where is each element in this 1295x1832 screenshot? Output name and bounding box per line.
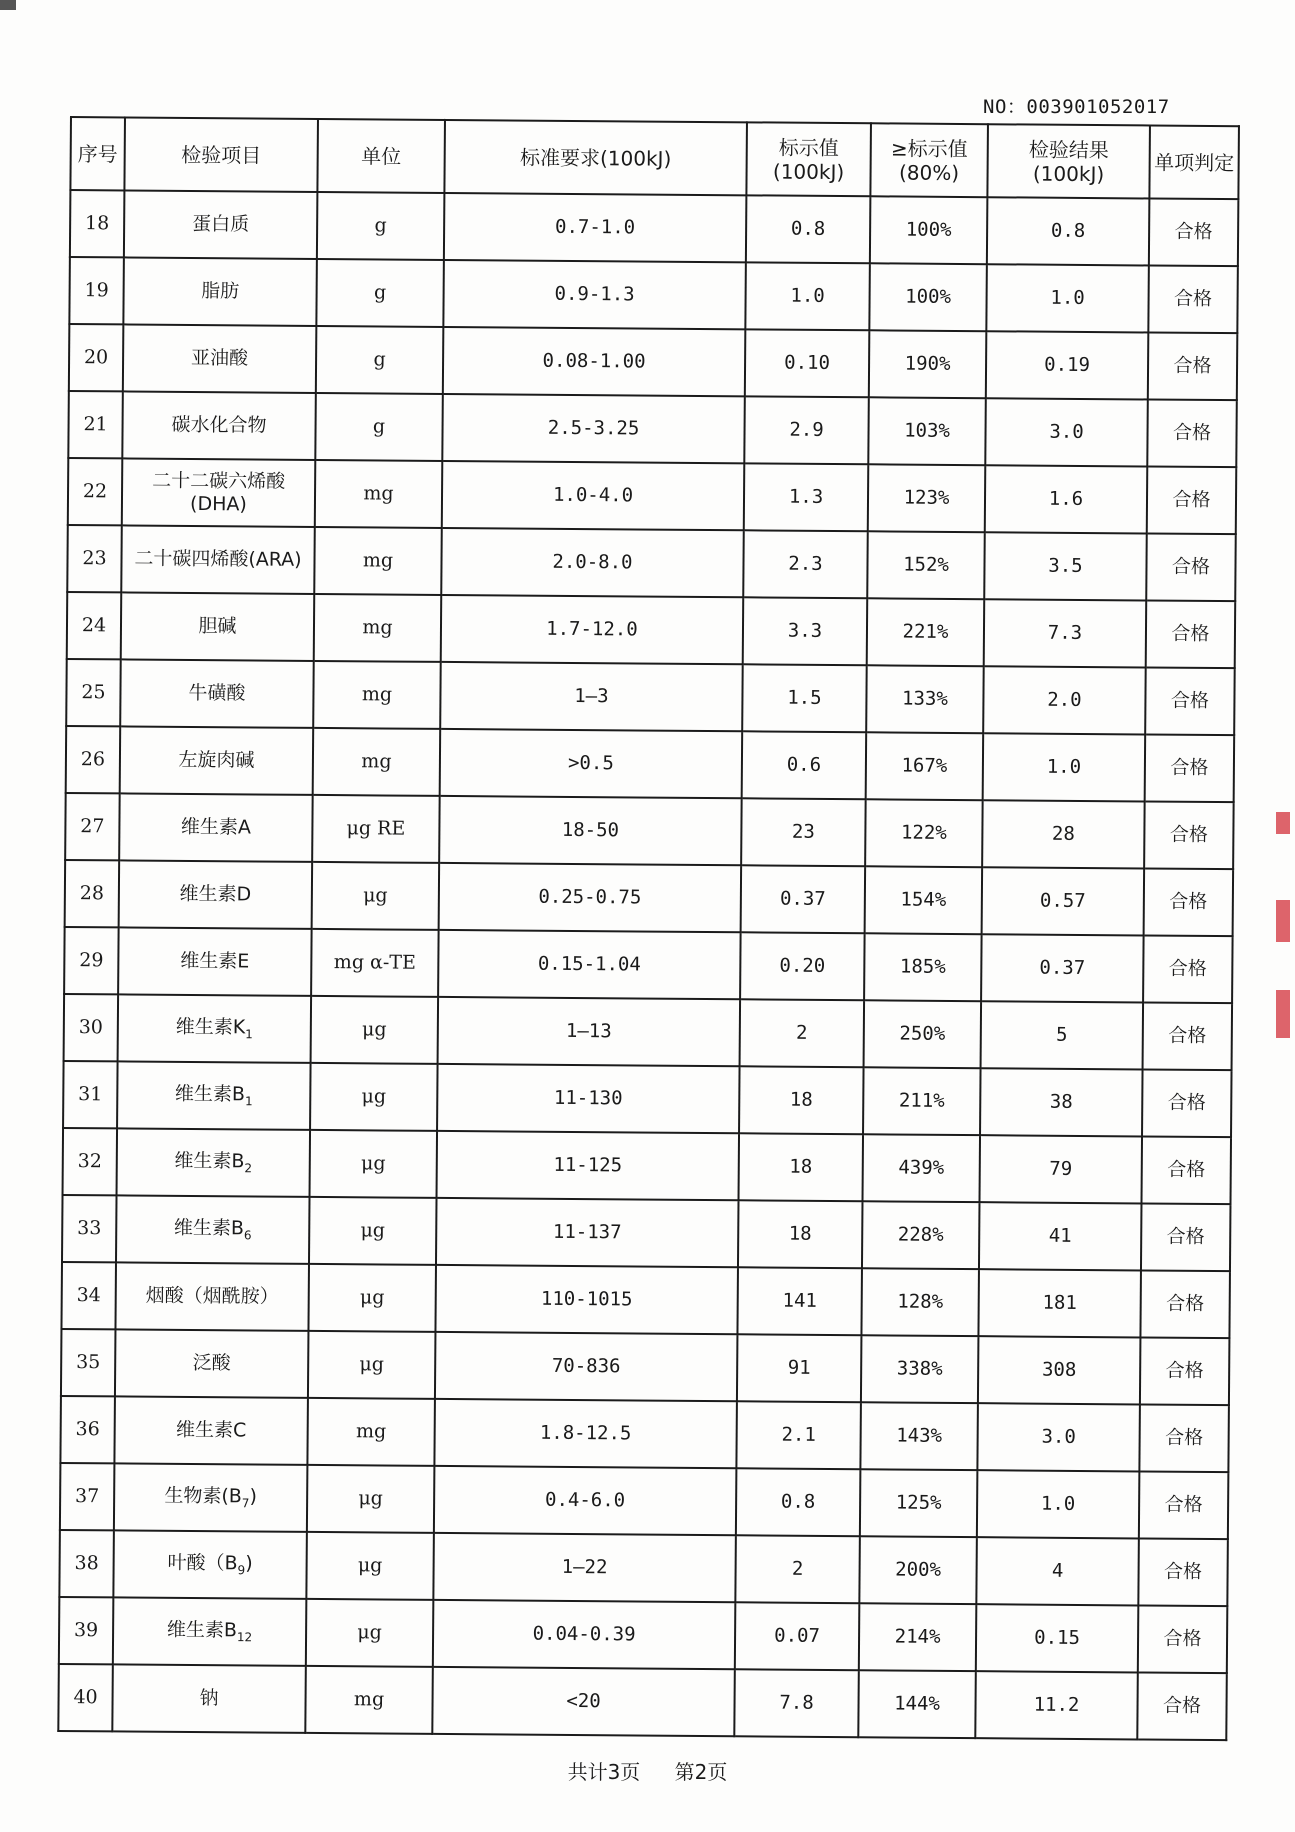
cell-label-value: 0.10 bbox=[745, 329, 870, 397]
cell-judgement: 合格 bbox=[1143, 1002, 1233, 1070]
cell-item bbox=[114, 1463, 308, 1532]
cell-label-value: 0.8 bbox=[736, 1468, 861, 1536]
cell-judgement: 合格 bbox=[1137, 1672, 1227, 1740]
cell-judgement: 合格 bbox=[1138, 1605, 1228, 1673]
cell-standard: 11-130 bbox=[437, 1064, 740, 1133]
cell-item bbox=[118, 927, 312, 996]
table-row bbox=[69, 257, 1237, 333]
table-row bbox=[67, 592, 1235, 668]
cell-judgement: 合格 bbox=[1147, 399, 1237, 467]
cell-percent: 167% bbox=[866, 732, 984, 800]
cell-label-value: 91 bbox=[737, 1334, 862, 1402]
cell-judgement: 合格 bbox=[1149, 198, 1239, 266]
cell-standard: 1—22 bbox=[433, 1533, 736, 1602]
cell-seq: 33 bbox=[62, 1195, 117, 1262]
cell-judgement: 合格 bbox=[1146, 533, 1236, 601]
cell-percent: 144% bbox=[858, 1670, 976, 1738]
cell-item bbox=[121, 592, 315, 661]
cell-item bbox=[119, 860, 313, 929]
cell-seq: 28 bbox=[65, 860, 120, 927]
cell-item-text: 碳水化合物 bbox=[171, 413, 267, 437]
header-result-line2: (100kJ) bbox=[1032, 161, 1105, 186]
cell-result: 1.0 bbox=[986, 264, 1149, 332]
cell-result: 38 bbox=[980, 1068, 1143, 1136]
cell-seq: 30 bbox=[64, 994, 119, 1061]
cell-seq: 31 bbox=[63, 1061, 118, 1128]
table-row bbox=[63, 1061, 1231, 1137]
cell-standard: >0.5 bbox=[440, 729, 743, 798]
cell-item bbox=[119, 793, 313, 862]
cell-item-subscript: 7 bbox=[241, 1496, 250, 1511]
cell-item-text: 牛磺酸 bbox=[188, 682, 246, 705]
cell-result: 28 bbox=[982, 800, 1145, 868]
cell-item bbox=[113, 1597, 307, 1666]
cell-seq: 36 bbox=[60, 1396, 115, 1463]
cell-standard: 0.25-0.75 bbox=[439, 863, 742, 932]
cell-item-text: 烟酸（烟酰胺） bbox=[145, 1284, 279, 1308]
cell-percent: 214% bbox=[859, 1603, 977, 1671]
header-unit: 单位 bbox=[317, 119, 445, 193]
cell-percent: 125% bbox=[860, 1469, 978, 1537]
cell-label-value: 141 bbox=[737, 1267, 862, 1335]
cell-unit: g bbox=[316, 259, 444, 327]
cell-item-text: 维生素B bbox=[174, 1082, 246, 1106]
cell-result: 5 bbox=[981, 1001, 1144, 1069]
header-percent-line2: (80%) bbox=[898, 160, 960, 185]
header-result-line1: 检验结果 bbox=[1028, 137, 1109, 162]
table-row bbox=[60, 1396, 1228, 1472]
cell-standard: 0.4-6.0 bbox=[434, 1466, 737, 1535]
cell-result: 4 bbox=[976, 1537, 1139, 1605]
table-row bbox=[59, 1530, 1227, 1606]
cell-item-subscript: 6 bbox=[243, 1228, 252, 1243]
header-judgement: 单项判定 bbox=[1149, 125, 1239, 199]
cell-percent: 133% bbox=[866, 665, 984, 733]
cell-label-value: 2 bbox=[740, 999, 865, 1067]
cell-judgement: 合格 bbox=[1145, 667, 1235, 735]
cell-percent: 123% bbox=[868, 464, 986, 532]
cell-unit: μg bbox=[306, 1599, 434, 1667]
cell-item bbox=[115, 1329, 309, 1398]
table-row bbox=[66, 726, 1234, 802]
cell-unit: μg bbox=[308, 1331, 436, 1399]
cell-item bbox=[116, 1195, 310, 1264]
cell-percent: 143% bbox=[860, 1402, 978, 1470]
cell-unit: mg bbox=[314, 594, 442, 662]
cell-result: 3.0 bbox=[985, 398, 1148, 466]
cell-item-text: 维生素K bbox=[175, 1015, 246, 1039]
cell-unit: μg bbox=[312, 862, 440, 930]
cell-unit: μg bbox=[310, 1130, 438, 1198]
cell-item bbox=[123, 257, 317, 326]
cell-label-value: 2.1 bbox=[736, 1401, 861, 1469]
cell-seq: 29 bbox=[64, 927, 119, 994]
cell-percent: 439% bbox=[863, 1134, 981, 1202]
cell-standard: 1.8-12.5 bbox=[434, 1399, 737, 1468]
cell-item bbox=[118, 994, 312, 1063]
footer-total-pages: 共计3页 bbox=[567, 1760, 641, 1784]
cell-judgement: 合格 bbox=[1148, 332, 1238, 400]
cell-item bbox=[120, 659, 314, 728]
cell-item-subscript: 2 bbox=[244, 1161, 253, 1176]
cell-standard: 0.7-1.0 bbox=[444, 193, 747, 262]
cell-label-value: 2.9 bbox=[744, 396, 869, 464]
cell-label-value: 18 bbox=[739, 1066, 864, 1134]
cell-item-text: 泛酸 bbox=[192, 1352, 231, 1375]
cell-unit: μg RE bbox=[312, 795, 440, 863]
cell-standard: <20 bbox=[432, 1667, 735, 1736]
header-label-value-line2: (100kJ) bbox=[772, 159, 845, 184]
cell-item-text: 维生素B bbox=[174, 1149, 245, 1173]
cell-label-value: 7.8 bbox=[734, 1669, 859, 1737]
cell-unit: μg bbox=[310, 1063, 438, 1131]
cell-label-value: 3.3 bbox=[743, 597, 868, 665]
cell-seq: 40 bbox=[58, 1664, 113, 1731]
cell-unit: mg α-TE bbox=[311, 929, 439, 997]
header-item: 检验项目 bbox=[124, 117, 318, 192]
cell-result: 1.0 bbox=[983, 733, 1146, 801]
cell-percent: 185% bbox=[864, 933, 982, 1001]
cell-item-tail: ) bbox=[249, 1485, 258, 1508]
header-result bbox=[987, 124, 1150, 198]
cell-unit: μg bbox=[307, 1465, 435, 1533]
cell-item bbox=[123, 324, 317, 393]
table-row bbox=[58, 1664, 1226, 1740]
header-percent-of-label bbox=[870, 123, 988, 197]
cell-item bbox=[122, 458, 316, 527]
scan-corner-mark bbox=[0, 0, 16, 10]
cell-item bbox=[117, 1061, 311, 1130]
cell-item-text: 左旋肉碱 bbox=[178, 748, 255, 772]
cell-percent: 338% bbox=[861, 1335, 979, 1403]
cell-judgement: 合格 bbox=[1139, 1471, 1229, 1539]
cell-unit: μg bbox=[306, 1532, 434, 1600]
cell-item-text: 生物素(B bbox=[164, 1484, 242, 1508]
cell-seq: 37 bbox=[60, 1463, 115, 1530]
cell-seq: 24 bbox=[67, 592, 122, 659]
cell-result: 11.2 bbox=[975, 1671, 1138, 1739]
cell-judgement: 合格 bbox=[1141, 1203, 1231, 1271]
cell-seq: 19 bbox=[69, 257, 124, 324]
cell-percent: 250% bbox=[864, 1000, 982, 1068]
cell-result: 0.8 bbox=[987, 197, 1150, 265]
table-row bbox=[61, 1329, 1229, 1405]
header-seq: 序号 bbox=[70, 117, 125, 190]
cell-result: 41 bbox=[979, 1202, 1142, 1270]
cell-label-value: 1.0 bbox=[745, 262, 870, 330]
table-row bbox=[70, 190, 1238, 266]
table-row bbox=[66, 659, 1234, 735]
cell-seq: 39 bbox=[59, 1597, 114, 1664]
cell-percent: 122% bbox=[865, 799, 983, 867]
cell-judgement: 合格 bbox=[1140, 1270, 1230, 1338]
cell-label-value: 18 bbox=[738, 1200, 863, 1268]
table-row bbox=[64, 927, 1232, 1003]
cell-item-text: 脂肪 bbox=[201, 280, 240, 303]
red-stamp-edge-mark bbox=[1276, 990, 1290, 1038]
cell-judgement: 合格 bbox=[1148, 265, 1238, 333]
cell-standard: 2.5-3.25 bbox=[442, 394, 745, 463]
table-header-row bbox=[70, 117, 1239, 199]
cell-label-value: 2 bbox=[735, 1535, 860, 1603]
cell-seq: 25 bbox=[66, 659, 121, 726]
cell-result: 0.15 bbox=[976, 1604, 1139, 1672]
cell-seq: 34 bbox=[61, 1262, 116, 1329]
cell-result: 308 bbox=[978, 1336, 1141, 1404]
cell-judgement: 合格 bbox=[1139, 1404, 1229, 1472]
cell-seq: 35 bbox=[61, 1329, 116, 1396]
cell-standard: 0.15-1.04 bbox=[438, 930, 741, 999]
cell-item-text: 维生素A bbox=[180, 815, 252, 839]
cell-standard: 2.0-8.0 bbox=[441, 528, 744, 597]
cell-seq: 18 bbox=[70, 190, 125, 257]
cell-percent: 100% bbox=[869, 263, 987, 331]
cell-item-text: 维生素B bbox=[166, 1618, 238, 1642]
cell-item bbox=[112, 1664, 306, 1733]
cell-percent: 154% bbox=[865, 866, 983, 934]
table-row bbox=[68, 458, 1236, 534]
header-label-value bbox=[746, 122, 871, 196]
cell-percent: 128% bbox=[861, 1268, 979, 1336]
cell-seq: 38 bbox=[59, 1530, 114, 1597]
cell-label-value: 1.3 bbox=[744, 463, 869, 531]
cell-standard: 11-137 bbox=[436, 1198, 739, 1267]
cell-item-text: 钠 bbox=[199, 1687, 219, 1710]
cell-result: 2.0 bbox=[983, 666, 1146, 734]
cell-judgement: 合格 bbox=[1146, 600, 1236, 668]
cell-item bbox=[122, 391, 316, 460]
cell-seq: 22 bbox=[68, 458, 123, 525]
cell-item-subscript: 12 bbox=[236, 1630, 253, 1645]
cell-label-value: 0.37 bbox=[741, 865, 866, 933]
header-percent-line1: ≥标示值 bbox=[890, 135, 968, 161]
cell-result: 0.37 bbox=[981, 934, 1144, 1002]
cell-item-text: 亚油酸 bbox=[191, 347, 249, 370]
cell-item-subscript: 9 bbox=[237, 1563, 246, 1578]
cell-item bbox=[114, 1396, 308, 1465]
table-row bbox=[67, 525, 1235, 601]
table-row bbox=[59, 1597, 1227, 1673]
cell-standard: 0.04-0.39 bbox=[433, 1600, 736, 1669]
table-body bbox=[58, 190, 1238, 1740]
cell-item bbox=[124, 190, 318, 259]
cell-standard: 70-836 bbox=[435, 1332, 738, 1401]
cell-item-text: 维生素D bbox=[179, 882, 252, 906]
cell-standard: 110-1015 bbox=[435, 1265, 738, 1334]
cell-item-text: 胆碱 bbox=[198, 615, 237, 638]
cell-judgement: 合格 bbox=[1144, 868, 1234, 936]
cell-item-subscript: 1 bbox=[245, 1027, 253, 1042]
cell-result: 181 bbox=[978, 1269, 1141, 1337]
cell-standard: 0.08-1.00 bbox=[443, 327, 746, 396]
cell-result: 0.19 bbox=[986, 331, 1149, 399]
cell-result: 3.0 bbox=[977, 1403, 1140, 1471]
cell-percent: 228% bbox=[862, 1201, 980, 1269]
cell-item bbox=[113, 1530, 307, 1599]
cell-unit: g bbox=[315, 393, 443, 461]
cell-seq: 26 bbox=[66, 726, 121, 793]
table-row bbox=[60, 1463, 1228, 1539]
header-label-value-line1: 标示值 bbox=[778, 135, 839, 160]
cell-label-value: 18 bbox=[739, 1133, 864, 1201]
table-row bbox=[63, 1128, 1231, 1204]
table-row bbox=[61, 1262, 1229, 1338]
cell-seq: 23 bbox=[67, 525, 122, 592]
cell-label-value: 2.3 bbox=[743, 530, 868, 598]
cell-percent: 211% bbox=[863, 1067, 981, 1135]
cell-item-line2: (DHA) bbox=[189, 492, 247, 515]
cell-percent: 100% bbox=[870, 196, 988, 264]
cell-result: 7.3 bbox=[984, 599, 1147, 667]
cell-judgement: 合格 bbox=[1144, 801, 1234, 869]
cell-label-value: 0.20 bbox=[740, 932, 865, 1000]
page-footer bbox=[0, 1756, 1295, 1785]
cell-item bbox=[120, 726, 314, 795]
cell-item-subscript: 1 bbox=[244, 1094, 253, 1109]
table-container bbox=[57, 116, 1238, 1741]
cell-result: 79 bbox=[979, 1135, 1142, 1203]
cell-percent: 152% bbox=[867, 531, 985, 599]
cell-label-value: 23 bbox=[741, 798, 866, 866]
cell-standard: 1.0-4.0 bbox=[442, 461, 745, 530]
cell-percent: 200% bbox=[859, 1536, 977, 1604]
cell-item bbox=[121, 525, 315, 594]
cell-percent: 190% bbox=[869, 330, 987, 398]
cell-item-text: 二十二碳六烯酸 bbox=[152, 469, 286, 493]
cell-item-text: 二十碳四烯酸(ARA) bbox=[134, 547, 302, 571]
table-row bbox=[64, 994, 1232, 1070]
cell-percent: 221% bbox=[867, 598, 985, 666]
table-row bbox=[65, 793, 1233, 869]
cell-unit: mg bbox=[313, 661, 441, 729]
cell-item-tail: ) bbox=[245, 1552, 253, 1575]
table-row bbox=[62, 1195, 1230, 1271]
cell-result: 0.57 bbox=[982, 867, 1145, 935]
cell-label-value: 1.5 bbox=[742, 664, 867, 732]
cell-standard: 18-50 bbox=[439, 796, 742, 865]
cell-judgement: 合格 bbox=[1142, 1069, 1232, 1137]
cell-unit: mg bbox=[315, 460, 443, 528]
cell-result: 3.5 bbox=[984, 532, 1147, 600]
cell-standard: 1—3 bbox=[440, 662, 743, 731]
inspection-results-table bbox=[57, 116, 1240, 1741]
cell-item bbox=[115, 1262, 309, 1331]
header-standard: 标准要求(100kJ) bbox=[444, 120, 747, 195]
footer-current-page: 第2页 bbox=[674, 1760, 728, 1784]
cell-unit: μg bbox=[309, 1197, 437, 1265]
report-number: NO：003901052017 bbox=[983, 96, 1170, 118]
cell-seq: 32 bbox=[63, 1128, 118, 1195]
cell-item-text: 蛋白质 bbox=[192, 213, 250, 236]
cell-percent: 103% bbox=[868, 397, 986, 465]
cell-seq: 20 bbox=[69, 324, 124, 391]
cell-judgement: 合格 bbox=[1138, 1538, 1228, 1606]
table-row bbox=[65, 860, 1233, 936]
cell-judgement: 合格 bbox=[1145, 734, 1235, 802]
cell-judgement: 合格 bbox=[1147, 466, 1237, 534]
cell-standard: 11-125 bbox=[437, 1131, 740, 1200]
red-stamp-edge-mark bbox=[1276, 900, 1290, 942]
cell-seq: 21 bbox=[68, 391, 123, 458]
cell-unit: mg bbox=[313, 728, 441, 796]
cell-unit: μg bbox=[308, 1264, 436, 1332]
cell-unit: g bbox=[316, 326, 444, 394]
cell-label-value: 0.6 bbox=[742, 731, 867, 799]
cell-result: 1.0 bbox=[977, 1470, 1140, 1538]
table-row bbox=[68, 391, 1236, 467]
table-row bbox=[69, 324, 1237, 400]
cell-unit: μg bbox=[311, 996, 439, 1064]
cell-item-text: 叶酸（B bbox=[167, 1551, 238, 1575]
cell-item-text: 维生素B bbox=[173, 1216, 245, 1240]
cell-unit: mg bbox=[314, 527, 442, 595]
cell-item-text: 维生素C bbox=[175, 1418, 247, 1442]
cell-seq: 27 bbox=[65, 793, 120, 860]
cell-item-text: 维生素E bbox=[180, 949, 250, 973]
cell-unit: g bbox=[317, 192, 445, 260]
cell-label-value: 0.07 bbox=[735, 1602, 860, 1670]
cell-judgement: 合格 bbox=[1141, 1136, 1231, 1204]
cell-judgement: 合格 bbox=[1143, 935, 1233, 1003]
cell-judgement: 合格 bbox=[1140, 1337, 1230, 1405]
cell-standard: 1.7-12.0 bbox=[441, 595, 744, 664]
red-stamp-edge-mark bbox=[1276, 812, 1290, 834]
cell-item bbox=[117, 1128, 311, 1197]
cell-unit: mg bbox=[307, 1398, 435, 1466]
cell-standard: 1—13 bbox=[438, 997, 741, 1066]
cell-unit: mg bbox=[305, 1666, 433, 1734]
cell-result: 1.6 bbox=[985, 465, 1148, 533]
cell-standard: 0.9-1.3 bbox=[443, 260, 746, 329]
cell-label-value: 0.8 bbox=[746, 195, 871, 263]
